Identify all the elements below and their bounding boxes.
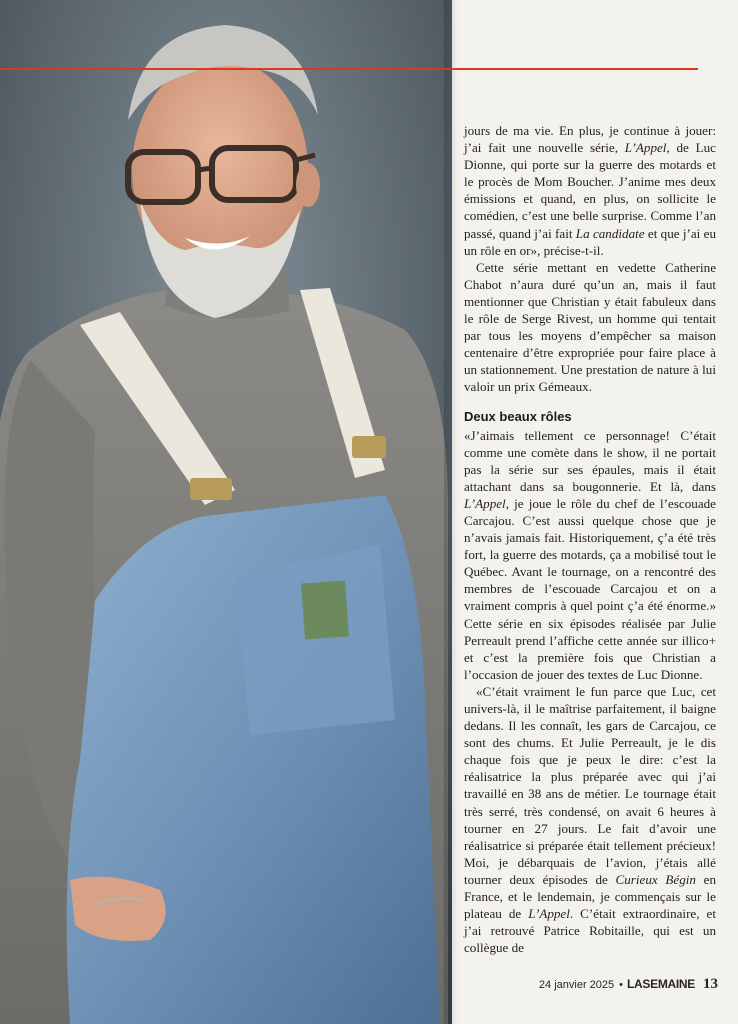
title-italic: L’Appel [528,906,570,922]
section-heading: Deux beaux rôles [464,408,572,424]
paragraph-2: Cette série mettant en vedette Catherine Chabot n’aura duré qu’un an, mais il faut mentionner que Christian y était fabuleux dans le rôle de Serge Rivest, un homme qui tentait par tous les moyens d’empêcher sa maison centenaire d’être expropriée pour faire place à un stationnement. Une prestation de nature à lui valoir un prix Gémeaux. [464,259,716,395]
article-column [464,122,716,956]
page-footer [538,976,718,996]
page-number: 13 [703,976,718,992]
page-gutter-shadow [444,0,458,1024]
footer-bullet: • [619,979,624,991]
paragraph-4: «C’était vraiment le fun parce que Luc, cet univers-là, il le maîtrise parfaitement, il baigne dedans. Il les connaît, les gars de Carcajou, ce sont des chums. Et Julie Perreault, je le dis chaque fois que je peux le dire: c’est la réalisatrice la plus préparée avec qui j’ai travaillé en 38 ans de métier. Le tournage était très serré, très condensé, on avait 6 heures à tourner en 27 jours. Le fait d’avoir une réalisatrice si préparée était tellement précieux! Moi, je débarquais de l’avion, j’étais allé tourner deux épisodes de Curieux Bégin en France, et le lendemain, je commençais sur le plateau de L’Appel. C’était extraordinaire, et j’ai retrouvé Patrice Robitaille, qui est un collègue de [464,683,717,956]
issue-date: 24 janvier 2025 [538,979,615,991]
title-italic: La candidate [575,225,645,241]
paragraph-3: «J’aimais tellement ce personnage! C’était comme une comète dans le show, il ne portait pas la série sur ses épaules, mais il était attachant dans sa bougonnerie. Et là, dans L’Appel, je joue le rôle du chef de l’escouade Carcajou. C’est aussi quelque chose que je n’avais jamais fait. Historiquement, ç’a été très fort, la guerre des motards, ça a mobilisé tout le Québec. Avant le tournage, on a rencontré des membres de l’escouade Carcajou et on a vraiment compris à quel point ç’a été énorme.» Cette série en six épisodes réalisée par Julie Perreault prend l’affiche cette année sur illico+ et c’est la première fois que Christian a l’occasion de jouer des textes de Luc Dionne. [464,427,716,682]
title-italic: L’Appel [464,495,506,511]
magazine-name: LASEMAINE [627,977,695,991]
paragraph-1: jours de ma vie. En plus, je continue à jouer: j’ai fait une nouvelle série, L’Appel, de Luc Dionne, qui porte sur la guerre des motards et le procès de Mom Boucher. J’anime mes deux émissions et quand, en plus, on sollicite le comédien, c’est une belle surprise. Comme l’an passé, quand j’ai fait La candidate et que j’ai eu un rôle en or», précise-t-il. [464,123,716,258]
title-italic: L’Appel [624,140,667,156]
accent-rule [0,68,698,70]
title-italic: Curieux Bégin [615,871,696,887]
